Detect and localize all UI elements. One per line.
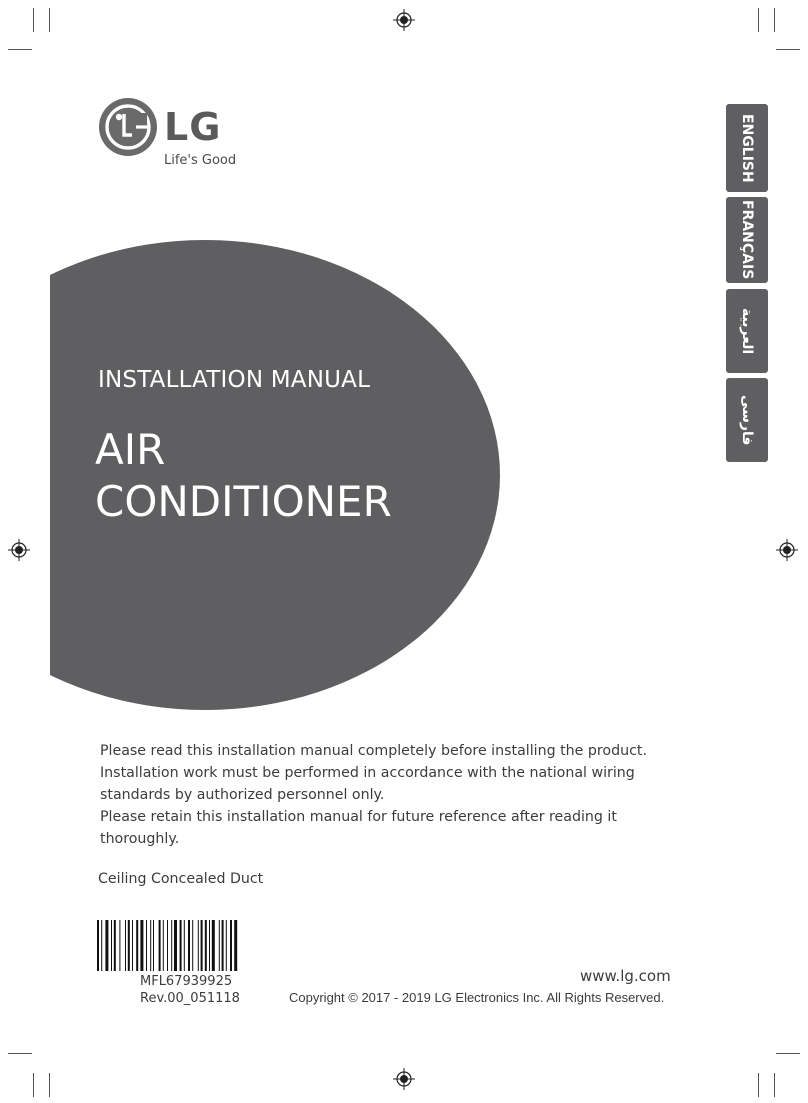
tab-francais[interactable]: FRANÇAIS — [726, 197, 768, 283]
product-title — [95, 424, 392, 528]
manual-title: INSTALLATION MANUAL — [98, 367, 371, 393]
tab-farsi[interactable]: فارسی — [726, 378, 768, 462]
tab-arabic[interactable]: العربية — [726, 289, 768, 373]
registration-mark-icon — [393, 9, 415, 31]
crop-mark — [8, 49, 32, 50]
revision: Rev.00_051118 — [140, 991, 240, 1006]
registration-mark-icon — [8, 539, 30, 561]
product-title-line: CONDITIONER — [95, 477, 392, 526]
crop-mark — [33, 8, 34, 32]
crop-mark — [33, 1073, 34, 1097]
crop-mark — [776, 1053, 800, 1054]
crop-mark — [758, 1073, 759, 1097]
copyright: Copyright © 2017 - 2019 LG Electronics Inc. All Rights Reserved. — [289, 990, 665, 1005]
registration-mark-icon — [776, 539, 798, 561]
document-code — [140, 973, 240, 1007]
crop-mark — [49, 1073, 50, 1097]
crop-mark — [774, 8, 775, 32]
intro-text — [100, 740, 660, 850]
crop-mark — [774, 1073, 775, 1097]
registration-mark-icon — [393, 1068, 415, 1090]
website-link[interactable]: www.lg.com — [580, 967, 671, 985]
lg-logo — [98, 97, 258, 177]
crop-mark — [776, 49, 800, 50]
intro-paragraph: Please retain this installation manual for future reference after reading it thoroughly. — [100, 809, 617, 847]
lg-face-icon — [98, 97, 158, 157]
tab-english[interactable]: ENGLISH — [726, 104, 768, 192]
document-number: MFL67939925 — [140, 974, 233, 989]
intro-paragraph: Please read this installation manual completely before installing the product. — [100, 743, 647, 759]
product-title-line: AIR — [95, 425, 166, 474]
crop-mark — [758, 8, 759, 32]
crop-mark — [8, 1053, 32, 1054]
logo-tagline: Life's Good — [164, 153, 237, 168]
model-type: Ceiling Concealed Duct — [98, 871, 264, 887]
crop-mark — [49, 8, 50, 32]
barcode-icon — [97, 920, 281, 971]
logo-wordmark: LG — [164, 105, 222, 149]
intro-paragraph: Installation work must be performed in accordance with the national wiring standards by authorized personnel only. — [100, 765, 635, 803]
